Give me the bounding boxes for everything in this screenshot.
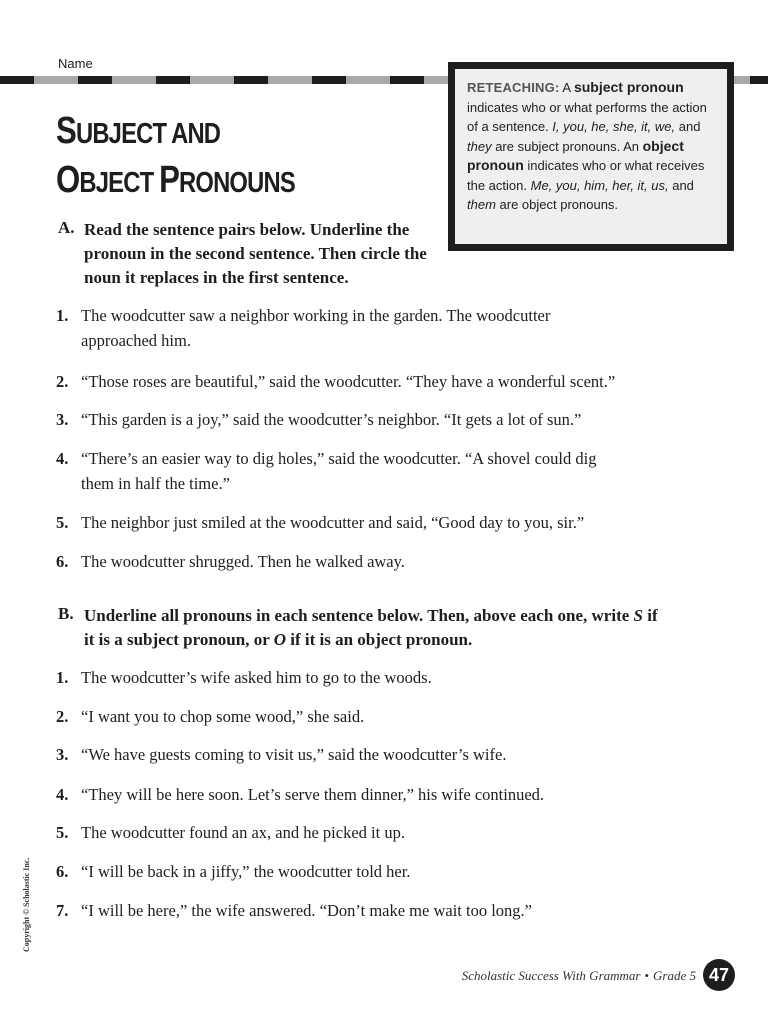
reteaching-label: RETEACHING: [467,80,560,95]
section-a-item-1: 1. The woodcutter saw a neighbor working in the garden. The woodcutter approached him. [56,306,551,350]
footer-book-title: Scholastic Success With Grammar • Grade 5 [461,968,696,983]
section-b-item-7: 7. “I will be here,” the wife answered. “Don’t make me wait too long.” [56,901,532,920]
section-a-item-4: 4. “There’s an easier way to dig holes,” said the woodcutter. “A shovel could dig them in half the time.” [56,449,597,493]
reteaching-box [448,62,734,251]
section-b-item-6: 6. “I will be back in a jiffy,” the woodcutter told her. [56,862,411,881]
subject-pronoun-term: subject pronoun [573,79,684,95]
page-title [56,108,302,206]
section-a-letter: A. [58,218,75,237]
section-a-instructions: Read the sentence pairs below. Underline the pronoun in the second sentence. Then circle the noun it replaces in the first sentence. [84,220,427,287]
copyright-notice: Copyright © Scholastic Inc. [22,857,31,952]
decorative-dash-band [0,76,460,84]
section-b-item-1: 1. The woodcutter’s wife asked him to go to the woods. [56,668,432,687]
section-b-instructions: Underline all pronouns in each sentence below. Then, above each one, write S if it is a subject pronoun, or O if it is an object pronoun. [84,606,658,649]
section-b-item-3: 3. “We have guests coming to visit us,” said the woodcutter’s wife. [56,745,507,764]
section-a-item-5: 5. The neighbor just smiled at the woodcutter and said, “Good day to you, sir.” [56,513,585,532]
reteaching-text: RETEACHING: A subject pronoun indicates who or what performs the action of a sentence. I, you, he, she, it, we, and they are subject pronouns. An object pronoun indicates who or what receives the action. Me, you, him, her, it, us, and them are object pronouns. [467,79,707,212]
decorative-dash-band-right [730,76,768,84]
page-number-badge: 47 [703,959,735,991]
section-a-item-3: 3. “This garden is a joy,” said the woodcutter’s neighbor. “It gets a lot of sun.” [56,410,582,429]
section-b-item-2: 2. “I want you to chop some wood,” she said. [56,707,365,726]
section-a-item-2: 2. “Those roses are beautiful,” said the woodcutter. “They have a wonderful scent.” [56,372,616,391]
section-b-item-4: 4. “They will be here soon. Let’s serve them dinner,” his wife continued. [56,785,545,804]
title-line-2: OBJECT PRONOUNS [56,159,295,201]
title-line-1: SUBJECT AND [56,110,221,152]
section-a-item-6: 6. The woodcutter shrugged. Then he walked away. [56,552,405,571]
name-label: Name [58,56,93,71]
section-b-letter: B. [58,604,74,623]
section-b-item-5: 5. The woodcutter found an ax, and he picked it up. [56,823,405,842]
object-pronoun-term: object pronoun [467,137,684,173]
